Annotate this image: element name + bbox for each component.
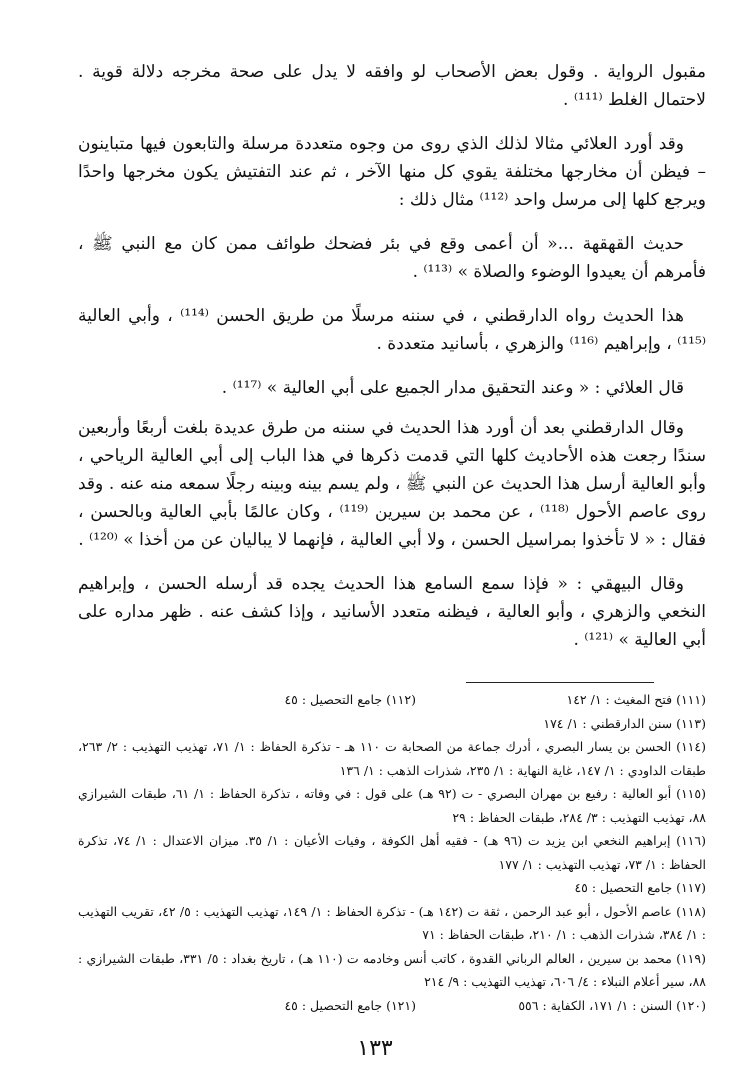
footnote-111: (١١١) فتح المغيث : ١/ ١٤٢ bbox=[566, 692, 706, 707]
footnote-117: (١١٧) جامع التحصيل : ٤٥ bbox=[574, 880, 706, 895]
main-text bbox=[78, 58, 706, 670]
footnote-115: (١١٥) أبو العالية : رفيع بن مهران البصري - ت (٩٢ هـ) على قول : في وفاته ، تذكرة الحفاظ : ١/ ٦١، طبقات الشيرازي ٨٨، تهذيب التهذيب : ٣/ ٢٨٤، طبقات الحفاظ : ٢٩ bbox=[78, 786, 707, 825]
footnote-row bbox=[78, 688, 706, 712]
footnote-112: (١١٢) جامع التحصيل : ٤٥ bbox=[284, 692, 416, 707]
footnote-121: (١٢١) جامع التحصيل : ٤٥ bbox=[284, 997, 416, 1013]
footnote-divider bbox=[466, 682, 654, 683]
paragraph-3: حديث القهقهة ...« أن أعمى وقع في بئر فضحك طوائف ممن كان مع النبي ﷺ ، فأمرهم أن يعيدوا الوضوء والصلاة » ⁽¹¹³⁾ . bbox=[78, 234, 706, 282]
footnote-row bbox=[78, 994, 706, 1018]
footnote-120: (١٢٠) السنن : ١/ ١٧١، الكفاية : ٥٥٦ bbox=[518, 997, 706, 1013]
paragraph-4: هذا الحديث رواه الدارقطني ، في سننه مرسلًا من طريق الحسن ⁽¹¹⁴⁾ ، وأبي العالية ⁽¹¹⁵⁾ ، وإبراهيم ⁽¹¹⁶⁾ والزهري ، بأسانيد متعددة . bbox=[78, 306, 706, 354]
paragraph-7: وقال البيهقي : « فإذا سمع السامع هذا الحديث يجده قد أرسله الحسن ، وإبراهيم النخعي والزهري ، وأبو العالية ، فيظنه متعدد الأسانيد ، وإذا كشف عنه . ظهر مداره على أبي العالية » ⁽¹²¹⁾ . bbox=[78, 574, 706, 650]
footnote-113: (١١٣) سنن الدارقطني : ١/ ١٧٤ bbox=[543, 715, 706, 731]
footnote-114: (١١٤) الحسن بن يسار البصري ، أدرك جماعة من الصحابة ت ١١٠ هـ - تذكرة الحفاظ : ١/ ٧١، تهذيب التهذيب : ٢/ ٢٦٣، طبقات الداودي : ١/ ١٤٧، غاية النهاية : ١/ ٢٣٥، شذرات الذهب : ١/ ١٣٦ bbox=[78, 739, 707, 778]
paragraph-1: مقبول الرواية . وقول بعض الأصحاب لو وافقه لا يدل على صحة مخرجه دلالة قوية . لاحتمال الغلط ⁽¹¹¹⁾ . bbox=[78, 62, 706, 110]
page-number: ١٣٣ bbox=[357, 1036, 393, 1061]
footnote-116: (١١٦) إبراهيم النخعي ابن يزيد ت (٩٦ هـ) - فقيه أهل الكوفة ، وفيات الأعيان : ١/ ٣٥. ميزان الاعتدال : ١/ ٧٤، تذكرة الحفاظ : ١/ ٧٣، تهذيب التهذيب : ١/ ١٧٧ bbox=[78, 833, 707, 872]
footnote-119: (١١٩) محمد بن سيرين ، العالم الرباني القدوة ، كاتب أنس وخادمه ت (١١٠ هـ) ، تاريخ بغداد : ٥/ ٣٣١، طبقات الشيرازي : ٨٨، سير أعلام النبلاء : ٤/ ٦٠٦، تهذيب التهذيب : ٩/ ٢١٤ bbox=[78, 950, 706, 989]
paragraph-6: وقال الدارقطني بعد أن أورد هذا الحديث في سننه من طرق عديدة بلغت أربعًا وأربعين سندًا رجعت هذه الأحاديث كلها التي قدمت ذكرها في هذا الباب إلى أبي العالية الرياحي ، وأبو العالية أرسل هذا الحديث عن النبي ﷺ ، ولم يسم بينه وبينه رجلًا سمعه منه عنه . وقد روى عاصم الأحول ⁽¹¹⁸⁾ ، عن محمد بن سيرين ⁽¹¹⁹⁾ ، وكان عالمًا بأبي العالية وبالحسن ، فقال : « لا تأخذوا بمراسيل الحسن ، ولا أبي العالية ، فإنهما لا يباليان عن من أخذا » ⁽¹²⁰⁾ . bbox=[78, 418, 707, 550]
footnotes bbox=[78, 688, 706, 1017]
paragraph-2: وقد أورد العلائي مثالا لذلك الذي روى من وجوه متعددة مرسلة والتابعون فيها متباينون – فيظن أن مخارجها مختلفة يقوي كل منها الآخر ، ثم عند التفتيش يكون مخرجها واحدًا ويرجع كلها إلى مرسل واحد ⁽¹¹²⁾ مثال ذلك : bbox=[78, 134, 706, 210]
footnote-118: (١١٨) عاصم الأحول ، أبو عبد الرحمن ، ثقة ت (١٤٢ هـ) - تذكرة الحفاظ : ١/ ١٤٩، تهذيب التهذيب : ٥/ ٤٢، تقريب التهذيب : ١/ ٣٨٤، شذرات الذهب : ١/ ٢١٠، طبقات الحفاظ : ٧١ bbox=[78, 903, 707, 942]
paragraph-5: قال العلائي : « وعند التحقيق مدار الجميع على أبي العالية » ⁽¹¹⁷⁾ . bbox=[221, 378, 684, 398]
